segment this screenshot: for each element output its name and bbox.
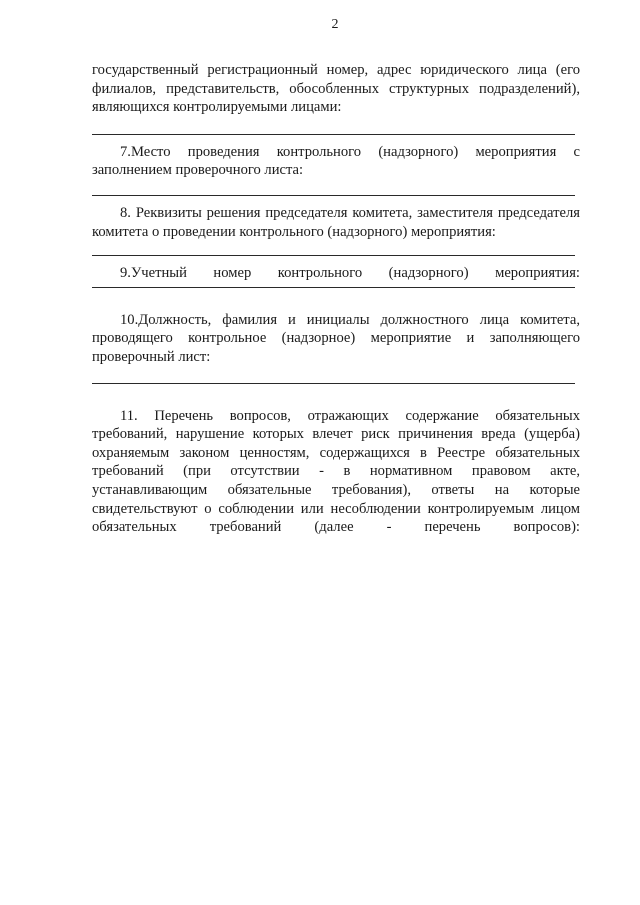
fill-line-item-10 (92, 383, 575, 384)
intro-paragraph: государственный регистрационный номер, адрес юридического лица (его филиалов, представительств, обособленных структурных подразделений), являющихся контролируемыми лицами: (92, 62, 580, 116)
item-7-paragraph: 7.Место проведения контрольного (надзорного) мероприятия с заполнением проверочного листа: (92, 143, 580, 179)
item-10-paragraph: 10.Должность, фамилия и инициалы должностного лица комитета, проводящего контрольное (надзорное) мероприятие и заполняющего проверочный лист: (92, 311, 580, 365)
page-number: 2 (331, 17, 339, 32)
item-11-paragraph: 11. Перечень вопросов, отражающих содержание обязательных требований, нарушение которых влечет риск причинения вреда (ущерба) охраняемым законом ценностям, содержащихся в Реестре обязательных требований (при отсутствии - в нормативном правовом акте, устанавливающим обязательные требования), ответы на которые свидетельствуют о соблюдении или несоблюдении контролируемым лицом обязательных требований (далее - перечень вопросов): (92, 407, 580, 536)
fill-line-item-7 (92, 195, 575, 196)
fill-line-item-8 (92, 255, 575, 256)
fill-line-item-9 (92, 287, 575, 288)
item-8-paragraph: 8. Реквизиты решения председателя комитета, заместителя председателя комитета о проведении контрольного (надзорного) мероприятия: (92, 204, 580, 240)
fill-line-intro (92, 134, 575, 135)
item-9-paragraph: 9.Учетный номер контрольного (надзорного) мероприятия: (120, 265, 580, 282)
document-body (92, 61, 580, 537)
